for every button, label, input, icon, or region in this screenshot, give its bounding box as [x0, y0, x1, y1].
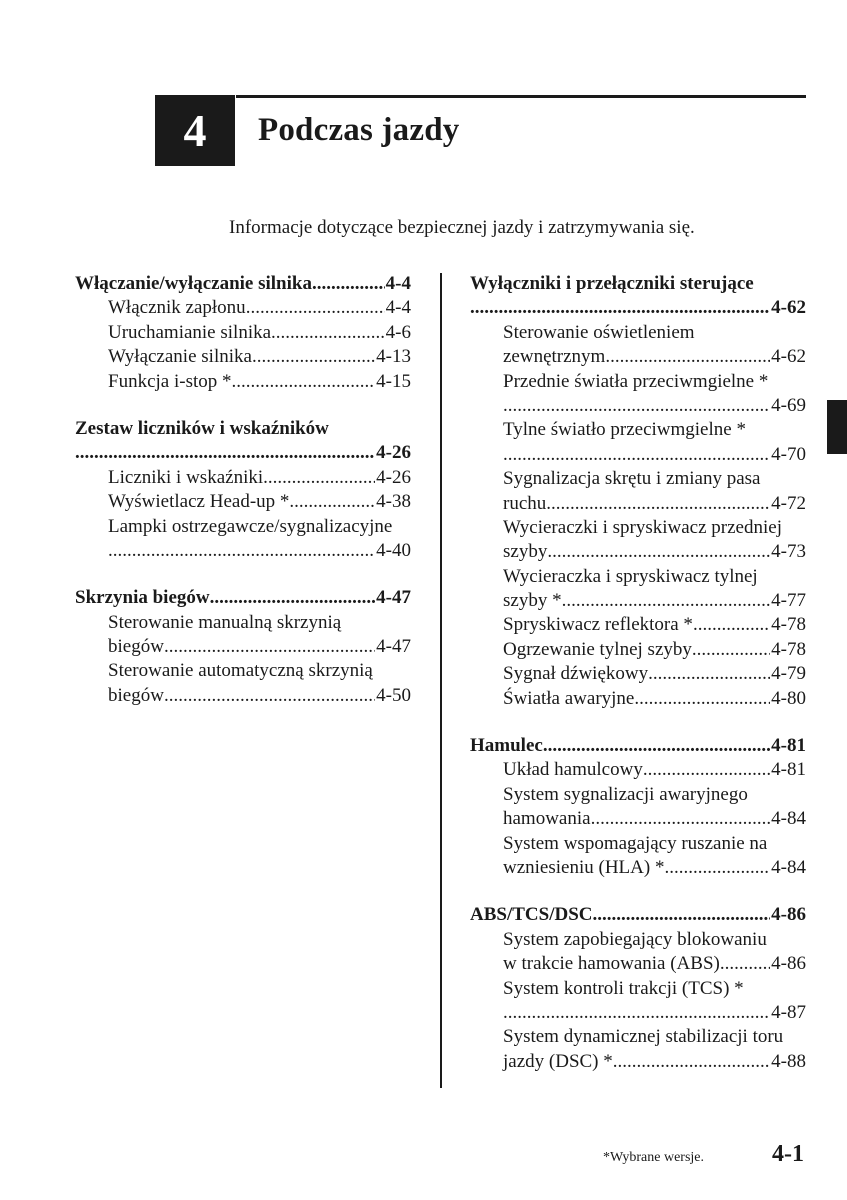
- toc-entry[interactable]: [470, 928, 806, 952]
- toc-entry-label: Sterowanie manualną skrzynią: [108, 611, 342, 633]
- toc-entry[interactable]: [470, 589, 806, 613]
- dot-leader: [164, 684, 375, 708]
- toc-entry[interactable]: [75, 321, 411, 345]
- dot-leader: [543, 734, 770, 758]
- toc-entry-page: 4-4: [385, 273, 411, 294]
- toc-entry-label: Wycieraczka i spryskiwacz tylnej: [503, 565, 758, 587]
- toc-entry-page: 4-40: [376, 539, 411, 561]
- toc-entry-label: System sygnalizacji awaryjnego: [503, 783, 748, 805]
- dot-leader: [210, 586, 376, 610]
- toc-entry-label: Wyłączanie silnika: [108, 346, 252, 368]
- toc-entry-label: Wyłączniki i przełączniki sterujące: [470, 273, 754, 294]
- toc-entry-label: jazdy (DSC) *: [503, 1050, 613, 1072]
- dot-leader: [692, 638, 770, 662]
- toc-entry-page: 4-77: [771, 590, 806, 612]
- toc-entry[interactable]: [470, 492, 806, 516]
- dot-leader: [546, 492, 770, 516]
- toc-entry-label: Sterowanie oświetleniem: [503, 321, 695, 343]
- dot-leader: [720, 952, 770, 976]
- dot-leader: [593, 903, 771, 927]
- toc-entry-label: hamowania: [503, 808, 591, 830]
- toc-entry-page: 4-70: [771, 443, 806, 465]
- toc-section-heading[interactable]: [75, 417, 411, 441]
- toc-entry[interactable]: [470, 443, 806, 467]
- dot-leader: [232, 370, 376, 394]
- toc-entry[interactable]: [470, 952, 806, 976]
- toc-entry-page: 4-62: [771, 346, 806, 368]
- toc-entry-page: 4-72: [771, 492, 806, 514]
- toc-entry[interactable]: [75, 296, 411, 320]
- column-divider: [440, 273, 442, 1088]
- toc-entry-page: 4-78: [771, 614, 806, 636]
- toc-entry[interactable]: [75, 515, 411, 539]
- toc-entry[interactable]: [470, 1025, 806, 1049]
- toc-entry-label: Sygnał dźwiękowy: [503, 663, 649, 685]
- top-rule: [236, 95, 806, 98]
- toc-entry-label: Wyświetlacz Head-up *: [108, 491, 290, 513]
- toc-entry-page: 4-62: [771, 297, 806, 319]
- toc-entry[interactable]: [470, 758, 806, 782]
- toc-entry[interactable]: [75, 539, 411, 563]
- toc-entry-label: Ogrzewanie tylnej szyby: [503, 638, 692, 660]
- dot-leader: [643, 758, 770, 782]
- toc-entry-page: 4-84: [771, 808, 806, 830]
- toc-entry[interactable]: [470, 613, 806, 637]
- toc-left-column: [75, 272, 411, 731]
- toc-entry-page: 4-79: [771, 663, 806, 685]
- toc-entry-page: 4-84: [771, 856, 806, 878]
- toc-section: [470, 734, 806, 880]
- toc-entry-label: biegów: [108, 636, 164, 658]
- toc-entry-label: Hamulec: [470, 735, 543, 757]
- chapter-number-box: [155, 95, 235, 166]
- dot-leader: [263, 466, 375, 490]
- dot-leader: [503, 394, 770, 418]
- toc-entry-page: 4-13: [376, 346, 411, 368]
- dot-leader: [503, 1001, 770, 1025]
- dot-leader: [664, 856, 770, 880]
- dot-leader: [648, 662, 770, 686]
- toc-section-heading[interactable]: [75, 272, 411, 296]
- dot-leader: [470, 296, 770, 320]
- chapter-side-tab: [827, 400, 847, 454]
- toc-entry-page: 4-50: [376, 684, 411, 706]
- toc-section-heading[interactable]: [470, 272, 806, 296]
- toc-entry-page: 4-78: [771, 638, 806, 660]
- dot-leader: [108, 539, 375, 563]
- toc-entry[interactable]: [470, 856, 806, 880]
- toc-entry-label: Przednie światła przeciwmgielne *: [503, 370, 769, 392]
- toc-entry[interactable]: [470, 345, 806, 369]
- toc-entry[interactable]: [75, 611, 411, 635]
- toc-entry-page: 4-15: [376, 370, 411, 392]
- toc-entry-label: szyby *: [503, 590, 562, 612]
- toc-section-heading[interactable]: [470, 734, 806, 758]
- toc-entry-label: System zapobiegający blokowaniu: [503, 928, 767, 950]
- toc-entry[interactable]: [470, 638, 806, 662]
- toc-entry-label: wzniesieniu (HLA) *: [503, 856, 665, 878]
- toc-entry-page: 4-86: [771, 953, 806, 975]
- toc-entry-page: 4-88: [771, 1050, 806, 1072]
- toc-entry-label: ruchu: [503, 492, 547, 514]
- toc-entry-label: szyby: [503, 541, 548, 563]
- toc-section: [470, 272, 806, 711]
- dot-leader: [634, 687, 770, 711]
- toc-entry[interactable]: [470, 321, 806, 345]
- toc-right-column: [470, 272, 806, 1097]
- dot-leader: [591, 807, 771, 831]
- toc-entry-page: 4-87: [771, 1001, 806, 1023]
- toc-entry-label: System dynamicznej stabilizacji toru: [503, 1026, 784, 1048]
- toc-entry-page: 4-73: [771, 541, 806, 563]
- toc-entry[interactable]: [75, 466, 411, 490]
- dot-leader: [503, 443, 770, 467]
- toc-entry-page: 4-6: [385, 321, 411, 343]
- toc-section: [470, 903, 806, 1074]
- toc-entry[interactable]: [470, 832, 806, 856]
- toc-entry-page: 4-69: [771, 394, 806, 416]
- toc-entry-label: Włączanie/wyłączanie silnika: [75, 273, 312, 294]
- dot-leader: [246, 296, 385, 320]
- toc-entry-page: 4-47: [376, 587, 411, 609]
- page-number: 4-1: [772, 1141, 804, 1167]
- toc-entry-page: 4-26: [376, 442, 411, 464]
- toc-entry[interactable]: [470, 516, 806, 540]
- toc-entry-page: 4-47: [376, 636, 411, 658]
- toc-entry-page: 4-81: [771, 735, 806, 757]
- toc-entry-label: zewnętrznym: [503, 346, 606, 368]
- dot-leader: [547, 540, 770, 564]
- toc-entry-label: Tylne światło przeciwmgielne *: [503, 419, 746, 441]
- toc-entry-page: 4-4: [385, 297, 411, 319]
- toc-entry-label: Wycieraczki i spryskiwacz przedniej: [503, 516, 782, 538]
- toc-entry[interactable]: [75, 684, 411, 708]
- dot-leader: [164, 635, 375, 659]
- toc-entry[interactable]: [75, 659, 411, 683]
- toc-entry[interactable]: [470, 687, 806, 711]
- dot-leader: [562, 589, 771, 613]
- dot-leader: [289, 490, 375, 514]
- dot-leader: [605, 345, 770, 369]
- toc-entry[interactable]: [75, 490, 411, 514]
- dot-leader: [75, 441, 375, 465]
- toc-entry-page: 4-38: [376, 491, 411, 513]
- toc-entry[interactable]: [470, 565, 806, 589]
- toc-entry-page: 4-80: [771, 687, 806, 709]
- toc-section: [75, 417, 411, 563]
- chapter-title: Podczas jazdy: [258, 112, 460, 148]
- toc-entry-label: Uruchamianie silnika: [108, 321, 272, 343]
- toc-entry[interactable]: [470, 1001, 806, 1025]
- toc-entry-label: w trakcie hamowania (ABS): [503, 953, 720, 975]
- toc-section: [75, 586, 411, 708]
- toc-entry-label: System kontroli trakcji (TCS) *: [503, 977, 744, 999]
- toc-entry-label: Sygnalizacja skrętu i zmiany pasa: [503, 468, 761, 490]
- toc-section-heading[interactable]: [470, 296, 806, 320]
- dot-leader: [312, 272, 385, 296]
- toc-entry[interactable]: [470, 1050, 806, 1074]
- dot-leader: [271, 321, 385, 345]
- toc-entry-label: Włącznik zapłonu: [108, 297, 246, 319]
- toc-section: [75, 272, 411, 394]
- toc-entry-label: ABS/TCS/DSC: [470, 904, 593, 926]
- toc-entry-page: 4-86: [771, 904, 806, 926]
- toc-entry-label: Światła awaryjne: [503, 687, 635, 709]
- chapter-number: 4: [183, 105, 207, 156]
- footnote: *Wybrane wersje.: [603, 1150, 705, 1165]
- toc-entry[interactable]: [470, 977, 806, 1001]
- toc-section-heading[interactable]: [75, 586, 411, 610]
- chapter-intro: Informacje dotyczące bezpiecznej jazdy i zatrzymywania się.: [229, 217, 695, 238]
- toc-entry[interactable]: [470, 807, 806, 831]
- toc-entry[interactable]: [470, 394, 806, 418]
- toc-entry[interactable]: [75, 345, 411, 369]
- toc-entry[interactable]: [470, 540, 806, 564]
- toc-entry-page: 4-81: [771, 759, 806, 781]
- toc-entry-label: Skrzynia biegów: [75, 587, 210, 609]
- dot-leader: [252, 345, 375, 369]
- toc-entry[interactable]: [470, 467, 806, 491]
- dot-leader: [613, 1050, 770, 1074]
- toc-entry-label: Zestaw liczników i wskaźników: [75, 417, 329, 439]
- toc-entry-label: System wspomagający ruszanie na: [503, 832, 768, 854]
- toc-entry[interactable]: [470, 418, 806, 442]
- toc-entry-label: Układ hamulcowy: [503, 759, 643, 781]
- toc-entry-page: 4-26: [376, 466, 411, 488]
- toc-entry-label: Lampki ostrzegawcze/sygnalizacyjne: [108, 515, 393, 537]
- toc-entry[interactable]: [470, 662, 806, 686]
- toc-entry[interactable]: [75, 370, 411, 394]
- toc-entry-label: Sterowanie automatyczną skrzynią: [108, 660, 373, 682]
- toc-section-heading[interactable]: [470, 903, 806, 927]
- toc-entry[interactable]: [75, 635, 411, 659]
- toc-entry[interactable]: [470, 370, 806, 394]
- toc-entry-label: Spryskiwacz reflektora *: [503, 614, 693, 636]
- toc-entry-label: Funkcja i-stop *: [108, 370, 232, 392]
- dot-leader: [693, 613, 770, 637]
- toc-entry[interactable]: [470, 783, 806, 807]
- toc-section-heading[interactable]: [75, 441, 411, 465]
- toc-entry-label: Liczniki i wskaźniki: [108, 466, 264, 488]
- toc-entry-label: biegów: [108, 684, 164, 706]
